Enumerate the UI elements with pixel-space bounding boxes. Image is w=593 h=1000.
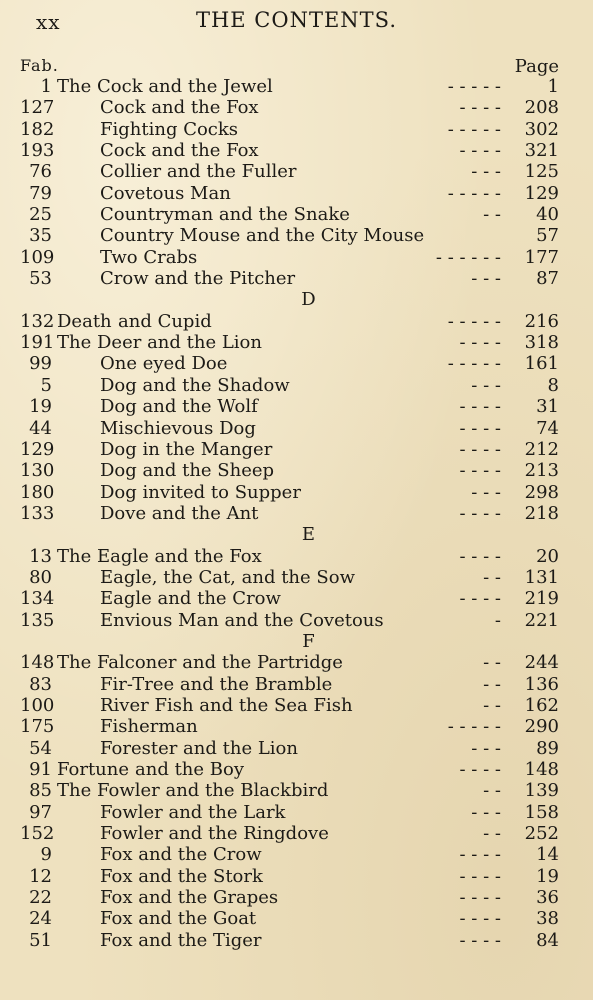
contents-entry <box>20 844 573 865</box>
page-reference: 129 <box>524 182 559 204</box>
entry-title: Fowler and the Lark <box>100 801 286 823</box>
contents-entry <box>20 887 573 908</box>
fable-number: 12 <box>29 865 52 887</box>
leader-dashes: - - - - <box>459 438 501 460</box>
leader-dashes: - - <box>483 652 501 674</box>
page-reference: 19 <box>536 865 559 887</box>
fable-column-header: Fab. <box>20 56 59 75</box>
page-reference: 216 <box>524 310 559 332</box>
fable-number: 127 <box>20 97 55 119</box>
fable-number: 24 <box>29 908 52 930</box>
contents-entry <box>20 716 573 737</box>
entry-title: Fir-Tree and the Bramble <box>100 673 333 695</box>
entry-title: Dog and the Wolf <box>100 396 258 418</box>
leader-dashes: - - - - <box>459 545 501 567</box>
contents-entry <box>20 140 573 161</box>
fable-number: 148 <box>20 652 55 674</box>
fable-number: 79 <box>29 182 52 204</box>
fable-number: 9 <box>40 844 52 866</box>
leader-dashes: - - - - - - <box>435 246 501 268</box>
page-reference: 31 <box>536 396 559 418</box>
fable-number: 175 <box>20 716 55 738</box>
entry-title: Eagle and the Fox <box>97 545 262 567</box>
fable-number: 134 <box>20 588 55 610</box>
leader-dashes: - - - - - <box>447 76 501 97</box>
contents-entry <box>20 353 573 374</box>
leader-dashes: - - - - <box>459 844 501 866</box>
page-reference: 131 <box>524 566 559 588</box>
contents-entry <box>20 268 573 289</box>
contents-entry <box>20 418 573 439</box>
contents-entry <box>20 674 573 695</box>
entry-title: Eagle and the Crow <box>100 588 281 610</box>
entry-title: Falconer and the Partridge <box>97 652 343 674</box>
leader-dashes: - - - - - <box>447 310 501 332</box>
entry-title: Dove and the Ant <box>100 502 259 524</box>
entry-title: Dog and the Shadow <box>100 374 290 396</box>
leader-dashes: - - <box>483 204 501 226</box>
leader-dashes: - - <box>483 673 501 695</box>
leader-dashes: - - - - <box>459 865 501 887</box>
contents-entry <box>20 396 573 417</box>
leader-dashes: - - - - <box>459 929 501 951</box>
fable-number: 1 <box>40 76 52 97</box>
fable-number: 130 <box>20 460 55 482</box>
entry-title: Fox and the Tiger <box>100 929 262 951</box>
contents-entry <box>20 738 573 759</box>
entry-title-prefix: Death <box>57 310 112 332</box>
entry-title: Collier and the Fuller <box>100 161 297 183</box>
entry-title-prefix: The <box>57 780 92 802</box>
page-reference: 252 <box>524 823 559 845</box>
fable-number: 76 <box>29 161 52 183</box>
entry-title: Cock and the Fox <box>100 97 259 119</box>
contents-entry <box>20 161 573 182</box>
contents-entry <box>20 759 573 780</box>
entry-title: River Fish and the Sea Fish <box>100 694 353 716</box>
page-reference: 219 <box>524 588 559 610</box>
leader-dashes: - - - - <box>459 908 501 930</box>
leader-dashes: - - - <box>471 374 501 396</box>
fable-number: 109 <box>20 246 55 268</box>
entry-title: and Cupid <box>118 310 212 332</box>
leader-dashes: - - - - - <box>447 118 501 140</box>
page-reference: 87 <box>536 268 559 290</box>
entry-title: Eagle, the Cat, and the Sow <box>100 566 355 588</box>
page-reference: 318 <box>524 332 559 354</box>
leader-dashes: - - - - <box>459 417 501 439</box>
leader-dashes: - - - <box>471 737 501 759</box>
page-number: xx <box>36 10 61 34</box>
contents-list <box>20 76 573 951</box>
page-reference: 36 <box>536 887 559 909</box>
page-reference: 84 <box>536 929 559 951</box>
fable-number: 132 <box>20 310 55 332</box>
leader-dashes: - - - - <box>459 887 501 909</box>
fable-number: 133 <box>20 502 55 524</box>
entry-title-prefix: The <box>57 652 92 674</box>
contents-entry <box>20 780 573 801</box>
page-header <box>20 0 573 46</box>
entry-title: and the Boy <box>135 759 245 780</box>
entry-title: Fox and the Stork <box>100 865 263 887</box>
entry-title: Country Mouse and the City Mouse <box>100 225 425 247</box>
contents-entry <box>20 119 573 140</box>
leader-dashes: - - - - <box>459 97 501 119</box>
contents-entry <box>20 908 573 929</box>
leader-dashes: - - - - <box>459 332 501 354</box>
contents-entry <box>20 204 573 225</box>
fable-number: 97 <box>29 801 52 823</box>
page-reference: 213 <box>524 460 559 482</box>
leader-dashes: - - - - - <box>447 353 501 375</box>
page-reference: 8 <box>547 374 559 396</box>
fable-number: 180 <box>20 481 55 503</box>
contents-entry <box>20 695 573 716</box>
fable-number: 80 <box>29 566 52 588</box>
contents-entry <box>20 247 573 268</box>
leader-dashes: - - - - - <box>447 182 501 204</box>
entry-title: Cock and the Jewel <box>97 76 273 97</box>
entry-title: Forester and the Lion <box>100 737 298 759</box>
entry-title: Fox and the Goat <box>100 908 257 930</box>
page-reference: 290 <box>524 716 559 738</box>
leader-dashes: - - <box>483 694 501 716</box>
contents-entry <box>20 460 573 481</box>
page-reference: 244 <box>524 652 559 674</box>
leader-dashes: - - - <box>471 268 501 290</box>
page-reference: 298 <box>524 481 559 503</box>
entry-title: Countryman and the Snake <box>100 204 350 226</box>
fable-number: 193 <box>20 140 55 162</box>
page-reference: 161 <box>524 353 559 375</box>
contents-entry <box>20 652 573 673</box>
entry-title: Fowler and the Blackbird <box>97 780 329 802</box>
page-reference: 321 <box>524 140 559 162</box>
page-reference: 177 <box>524 246 559 268</box>
running-title: THE CONTENTS. <box>195 8 397 32</box>
fable-number: 5 <box>40 374 52 396</box>
leader-dashes: - - - - <box>459 396 501 418</box>
fable-number: 100 <box>20 694 55 716</box>
entry-title: Dog and the Sheep <box>100 460 275 482</box>
entry-title: Deer and the Lion <box>97 332 262 354</box>
page-reference: 20 <box>536 545 559 567</box>
entry-title: Covetous Man <box>100 182 231 204</box>
contents-entry <box>20 183 573 204</box>
page-reference: 125 <box>524 161 559 183</box>
fable-number: 51 <box>29 929 52 951</box>
fable-number: 44 <box>29 417 52 439</box>
entry-title: One eyed Doe <box>100 353 228 375</box>
page-reference: 40 <box>536 204 559 226</box>
contents-entry <box>20 866 573 887</box>
section-letter: D <box>301 289 316 311</box>
entry-title: Fox and the Crow <box>100 844 262 866</box>
entry-title: Envious Man and the Covetous <box>100 609 384 631</box>
fable-number: 19 <box>29 396 52 418</box>
fable-number: 135 <box>20 609 55 631</box>
fable-number: 53 <box>29 268 52 290</box>
page-reference: 221 <box>524 609 559 631</box>
contents-entry <box>20 97 573 118</box>
entry-title: Fowler and the Ringdove <box>100 823 329 845</box>
page-reference: 14 <box>536 844 559 866</box>
entry-title: Dog invited to Supper <box>100 481 301 503</box>
page-column-header: Page <box>514 56 559 77</box>
leader-dashes: - - - <box>471 481 501 503</box>
contents-entry <box>20 482 573 503</box>
leader-dashes: - - - - <box>459 502 501 524</box>
section-letter: F <box>302 630 315 652</box>
entry-title: Mischievous Dog <box>100 417 256 439</box>
fable-number: 91 <box>29 759 52 780</box>
fable-number: 152 <box>20 823 55 845</box>
page-reference: 139 <box>524 780 559 802</box>
page-reference: 136 <box>524 673 559 695</box>
entry-title-prefix: The <box>57 76 92 97</box>
fable-number: 182 <box>20 118 55 140</box>
entry-title: Fighting Cocks <box>100 118 239 140</box>
leader-dashes: - - <box>483 823 501 845</box>
page-reference: 74 <box>536 417 559 439</box>
contents-entry <box>20 546 573 567</box>
entry-title-prefix: Fortune <box>57 759 130 780</box>
fable-number: 129 <box>20 438 55 460</box>
page-reference: 38 <box>536 908 559 930</box>
column-headers <box>20 46 573 76</box>
page-reference: 212 <box>524 438 559 460</box>
contents-entry <box>20 930 573 951</box>
contents-entry <box>20 375 573 396</box>
leader-dashes: - - <box>483 780 501 802</box>
fable-number: 54 <box>29 737 52 759</box>
leader-dashes: - <box>494 609 501 631</box>
leader-dashes: - - - - <box>459 759 501 780</box>
page-reference: 302 <box>524 118 559 140</box>
leader-dashes: - - - - <box>459 588 501 610</box>
entry-title-prefix: The <box>57 332 92 354</box>
contents-entry <box>20 332 573 353</box>
entry-title: Cock and the Fox <box>100 140 259 162</box>
leader-dashes: - - <box>483 566 501 588</box>
contents-entry <box>20 311 573 332</box>
entry-title: Crow and the Pitcher <box>100 268 296 290</box>
fable-number: 35 <box>29 225 52 247</box>
contents-entry <box>20 588 573 609</box>
fable-number: 25 <box>29 204 52 226</box>
page-reference: 218 <box>524 502 559 524</box>
contents-entry <box>20 823 573 844</box>
leader-dashes: - - - - <box>459 140 501 162</box>
contents-entry <box>20 439 573 460</box>
page-reference: 89 <box>536 737 559 759</box>
fable-number: 99 <box>29 353 52 375</box>
entry-title-prefix: The <box>57 545 92 567</box>
contents-entry <box>20 503 573 524</box>
contents-entry <box>20 567 573 588</box>
leader-dashes: - - - <box>471 161 501 183</box>
contents-entry <box>20 76 573 97</box>
entry-title: Two Crabs <box>100 246 198 268</box>
fable-number: 22 <box>29 887 52 909</box>
entry-title: Fisherman <box>100 716 198 738</box>
section-letter: E <box>301 524 316 546</box>
entry-title: Fox and the Grapes <box>100 887 279 909</box>
fable-number: 191 <box>20 332 55 354</box>
leader-dashes: - - - <box>471 801 501 823</box>
contents-entry <box>20 610 573 631</box>
leader-dashes: - - - - <box>459 460 501 482</box>
page-reference: 162 <box>524 694 559 716</box>
entry-title: Dog in the Manger <box>100 438 273 460</box>
fable-number: 83 <box>29 673 52 695</box>
page-reference: 1 <box>547 76 559 97</box>
contents-entry <box>20 802 573 823</box>
page-reference: 208 <box>524 97 559 119</box>
leader-dashes: - - - - - <box>447 716 501 738</box>
fable-number: 85 <box>29 780 52 802</box>
contents-entry <box>20 225 573 246</box>
fable-number: 13 <box>29 545 52 567</box>
page-reference: 57 <box>536 225 559 247</box>
page-reference: 158 <box>524 801 559 823</box>
page-reference: 148 <box>524 759 559 780</box>
